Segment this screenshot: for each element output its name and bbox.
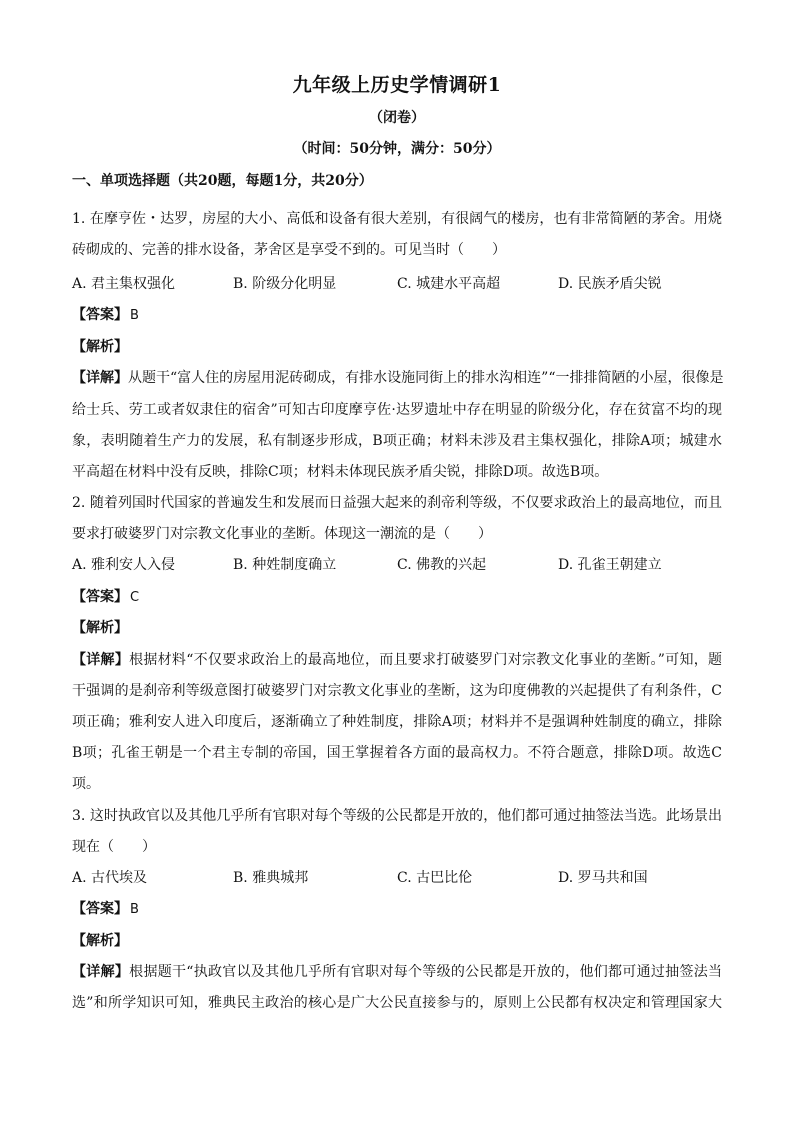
answer-value: C xyxy=(130,590,140,605)
question-1-option-c: C. 城建水平高超 xyxy=(397,276,501,292)
question-3-detail-line-1 xyxy=(72,962,722,982)
detail-text: 根据题干“执政官以及其他几乎所有官职对每个等级的公民都是开放的，他们都可通过抽签法当 xyxy=(129,964,723,980)
question-3-options xyxy=(72,868,722,888)
question-3-detail-line-2: 选”和所学知识可知，雅典民主政治的核心是广大公民直接参与的，原则上公民都有权决定和管理国家大 xyxy=(72,995,722,1011)
question-2-option-b: B. 种姓制度确立 xyxy=(233,557,337,573)
detail-label: 【详解】 xyxy=(72,964,130,980)
answer-label: 【答案】 xyxy=(72,307,128,323)
question-3-analysis-label xyxy=(72,931,722,951)
section-heading: 一、单项选择题（共20题，每题1分，共20分） xyxy=(72,173,373,189)
answer-value: B xyxy=(130,902,139,917)
question-2-answer xyxy=(72,587,722,608)
question-3-option-b: B. 雅典城邦 xyxy=(233,870,309,886)
page-title: 九年级上历史学情调研1 xyxy=(292,74,502,96)
question-2-detail-line-4: B项；孔雀王朝是一个君主专制的帝国，国王掌握着各方面的最高权力。不符合题意，排除D项。故选C xyxy=(72,745,722,761)
analysis-label: 【解析】 xyxy=(72,339,128,355)
analysis-label: 【解析】 xyxy=(72,620,128,636)
question-1-options xyxy=(72,274,722,294)
question-1-option-d: D. 民族矛盾尖锐 xyxy=(558,276,662,292)
question-3-option-d: D. 罗马共和国 xyxy=(558,870,648,886)
question-1-answer xyxy=(72,305,722,326)
question-2-option-c: C. 佛教的兴起 xyxy=(397,557,487,573)
answer-value: B xyxy=(130,308,139,323)
question-3-stem-line-1: 3. 这时执政官以及其他几乎所有官职对每个等级的公民都是开放的，他们都可通过抽签法当选。此场景出 xyxy=(72,808,722,824)
question-3-option-a: A. 古代埃及 xyxy=(72,870,148,886)
question-1-detail-line-3: 象，表明随着生产力的发展，私有制逐步形成，B项正确；材料未涉及君主集权强化，排除A项；城建水 xyxy=(72,433,722,449)
question-1-option-a: A. 君主集权强化 xyxy=(72,276,176,292)
question-1-detail-line-1 xyxy=(72,368,722,388)
question-1-detail-line-4: 平高超在材料中没有反映，排除C项；材料未体现民族矛盾尖锐，排除D项。故选B项。 xyxy=(72,464,609,480)
question-1-stem-line-1: 1. 在摩亨佐・达罗，房屋的大小、高低和设备有很大差别，有很阔气的楼房，也有非常简陋的茅舍。用烧 xyxy=(72,211,722,227)
question-2-analysis-label xyxy=(72,618,722,638)
question-2-option-d: D. 孔雀王朝建立 xyxy=(558,557,662,573)
detail-text: 从题干“富人住的房屋用泥砖砌成，有排水设施同街上的排水沟相连”“一排排简陋的小屋，很像是 xyxy=(128,370,724,386)
answer-label: 【答案】 xyxy=(72,901,128,917)
question-2-stem-line-2: 要求打破婆罗门对宗教文化事业的垄断。体现这一潮流的是（ ） xyxy=(72,526,492,542)
answer-label: 【答案】 xyxy=(72,589,128,605)
question-1-stem-line-2: 砖砌成的、完善的排水设备，茅舍区是享受不到的。可见当时（ ） xyxy=(72,242,506,258)
question-2-detail-line-3: 项正确；雅利安人进入印度后，逐渐确立了种姓制度，排除A项；材料并不是强调种姓制度的确立，排除 xyxy=(72,714,722,730)
question-2-options xyxy=(72,555,722,575)
detail-label: 【详解】 xyxy=(72,370,128,386)
question-2-option-a: A. 雅利安人入侵 xyxy=(72,557,176,573)
question-2-detail-line-1 xyxy=(72,650,722,670)
question-2-detail-line-5: 项。 xyxy=(72,776,100,792)
question-2-stem-line-1: 2. 随着列国时代国家的普遍发生和发展而日益强大起来的刹帝利等级，不仅要求政治上的最高地位，而且 xyxy=(72,495,722,511)
question-3-option-c: C. 古巴比伦 xyxy=(397,870,473,886)
question-1-analysis-label xyxy=(72,337,722,357)
question-1-option-b: B. 阶级分化明显 xyxy=(233,276,337,292)
question-3-stem-line-2: 现在（ ） xyxy=(72,839,156,855)
page-subtitle: （闭卷） xyxy=(369,110,425,126)
exam-meta: （时间：50分钟，满分：50分） xyxy=(293,141,501,157)
detail-label: 【详解】 xyxy=(72,652,130,668)
detail-text: 根据材料“不仅要求政治上的最高地位，而且要求打破婆罗门对宗教文化事业的垄断。”可知，题 xyxy=(129,652,723,668)
analysis-label: 【解析】 xyxy=(72,933,128,949)
question-1-detail-line-2: 给士兵、劳工或者奴隶住的宿舍”可知古印度摩亨佐·达罗遗址中存在明显的阶级分化，存在贫富不均的现 xyxy=(72,402,722,418)
question-3-answer xyxy=(72,899,722,920)
question-2-detail-line-2: 干强调的是刹帝利等级意图打破婆罗门对宗教文化事业的垄断，这为印度佛教的兴起提供了有利条件，C xyxy=(72,683,722,699)
